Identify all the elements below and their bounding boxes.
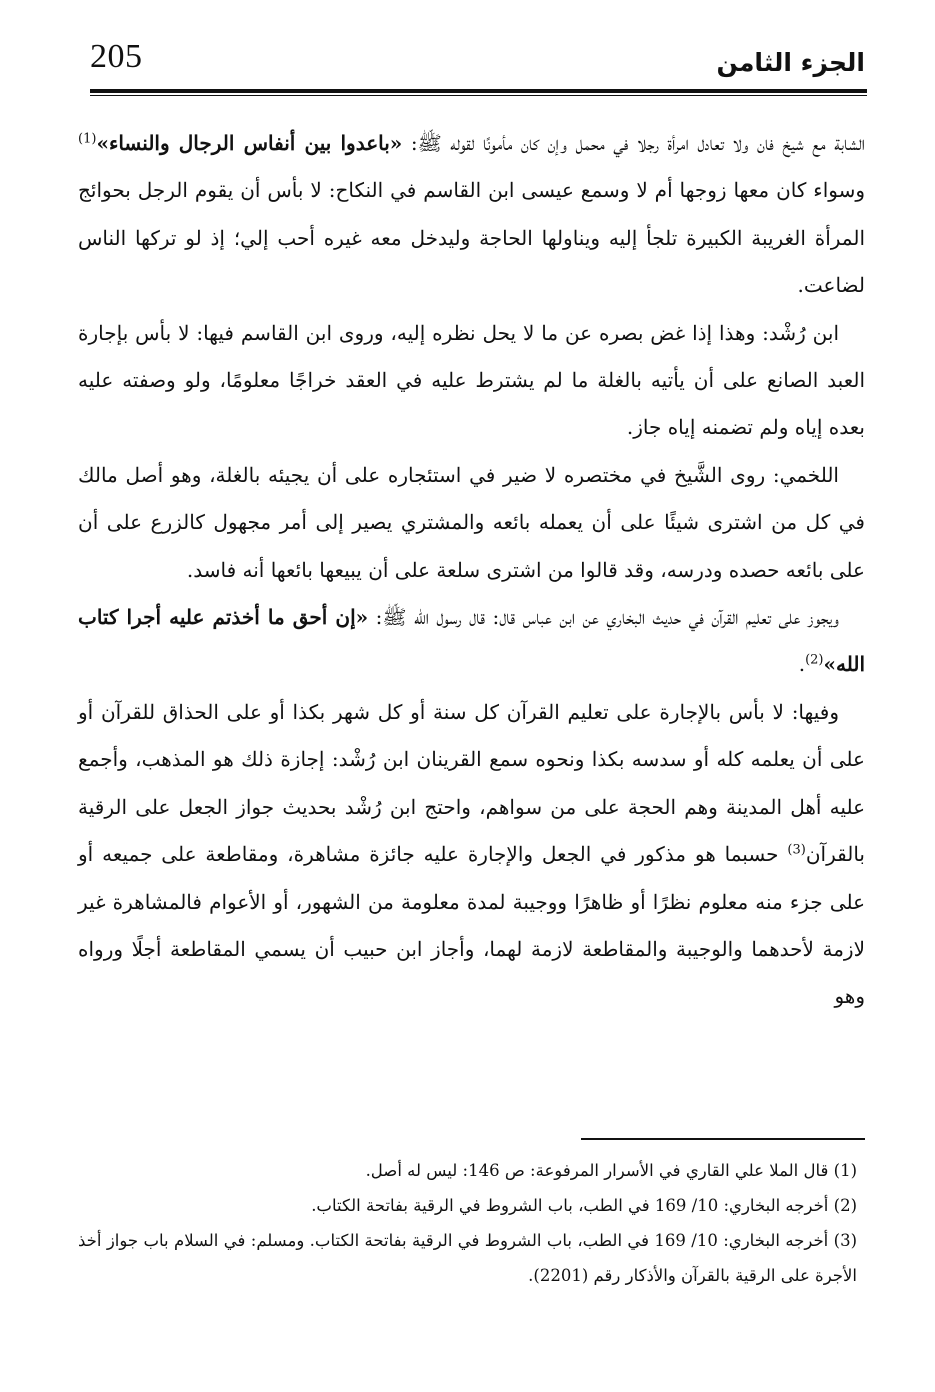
paragraph-1 — [78, 120, 865, 310]
header-rule-thin — [90, 95, 867, 96]
footnote-1: (1) قال الملا علي القاري في الأسرار المرفوعة: ص 146: ليس له أصل. — [365, 1161, 857, 1180]
footnote-3: (3) أخرجه البخاري: 10/ 169 في الطب، باب الشروط في الرقية بفاتحة الكتاب. ومسلم: في السلام باب جواز أخذ الأجرة على الرقية بالقرآن والأذكار رقم (2201). — [78, 1231, 857, 1285]
paragraph-1-text-b: وسواء كان معها زوجها أم لا وسمع عيسى ابن القاسم في النكاح: لا بأس أن يقوم الرجل بحوائج المرأة الغريبة الكبيرة تلجأ إليه ويناولها الحاجة وليدخل معه غيره أحب إلي؛ إذ لو تركها الناس لضاعت. — [78, 178, 865, 298]
hadith-quote-1: «باعدوا بين أنفاس الرجال والنساء» — [96, 131, 403, 155]
header-rule-thick — [90, 89, 867, 93]
paragraph-5-text-a: وفيها: لا بأس بالإجارة على تعليم القرآن كل سنة أو كل شهر بكذا أو على الحذاق للقرآن أو على أن يعلمه كله أو سدسه بكذا ونحوه سمع القرينان ابن رُشْد: إجازة ذلك هو المذهب، وأجمع عليه أهل المدينة وهم الحجة على من سواهم، واحتج ابن رُشْد بحديث جواز الجعل على الرقية بالقرآن — [78, 699, 865, 867]
paragraph-4-text-b: . — [798, 652, 806, 677]
footnote-ref-3: (3) — [787, 842, 806, 858]
paragraph-2: ابن رُشْد: وهذا إذا غض بصره عن ما لا يحل نظره إليه، وروى ابن القاسم فيها: لا بأس بإجارة العبد الصانع على أن يأتيه بالغلة ما لم يشترط عليه في العقد خراجًا معلومًا، ولو وصفته عليه بعده إياه ولم تضمنه إياه جاز. — [78, 320, 865, 440]
page-number: 205 — [90, 38, 143, 75]
paragraph-4-text-a: ويجوز على تعليم القرآن في حديث البخاري عن ابن عباس قال: قال رسول الله ﷺ: — [368, 605, 839, 630]
footnote-separator — [581, 1138, 865, 1140]
main-text — [78, 120, 865, 1021]
paragraph-3: اللخمي: روى الشَّيخ في مختصره لا ضير في استئجاره على أن يجيئه بالغلة، وهو أصل مالك في كل من اشترى شيئًا على أن يعمله بائعه والمشتري يصير إلى أمر مجهول كالزرع على أن على بائعه حصده ودرسه، وقد قالوا من اشترى سلعة على أن يبيعها بائعها أنه فاسد. — [78, 462, 865, 582]
footnote-ref-1: (1) — [78, 131, 97, 147]
running-title: الجزء الثامن — [716, 48, 865, 77]
hadith-quote-2: «إن أحق ما أخذتم عليه أجرا كتاب الله» — [78, 605, 865, 677]
paragraph-4 — [78, 594, 865, 689]
footnote-2: (2) أخرجه البخاري: 10/ 169 في الطب، باب الشروط في الرقية بفاتحة الكتاب. — [311, 1196, 857, 1215]
paragraph-5-text-b: حسبما هو مذكور في الجعل والإجارة عليه جائزة مشاهرة، ومقاطعة على جميعه أو على جزء منه معلوم نظرًا أو ظاهرًا ووجيبة لمدة معلومة من الشهور، أو الأعوام فالمشاهرة غير لازمة لأحدهما والوجيبة والمقاطعة لازمة لهما، وأجاز ابن حبيب أن يسمي المقاطعة أجلًا ورواه وهو — [78, 842, 865, 1009]
paragraph-1-text-a: الشابة مع شيخ فان ولا تعادل امرأة رجلا في محمل وإن كان مأمونًا لقوله ﷺ: — [402, 131, 865, 155]
footnote-ref-2: (2) — [805, 652, 824, 668]
footnotes — [78, 1153, 857, 1293]
paragraph-5 — [78, 689, 865, 1021]
